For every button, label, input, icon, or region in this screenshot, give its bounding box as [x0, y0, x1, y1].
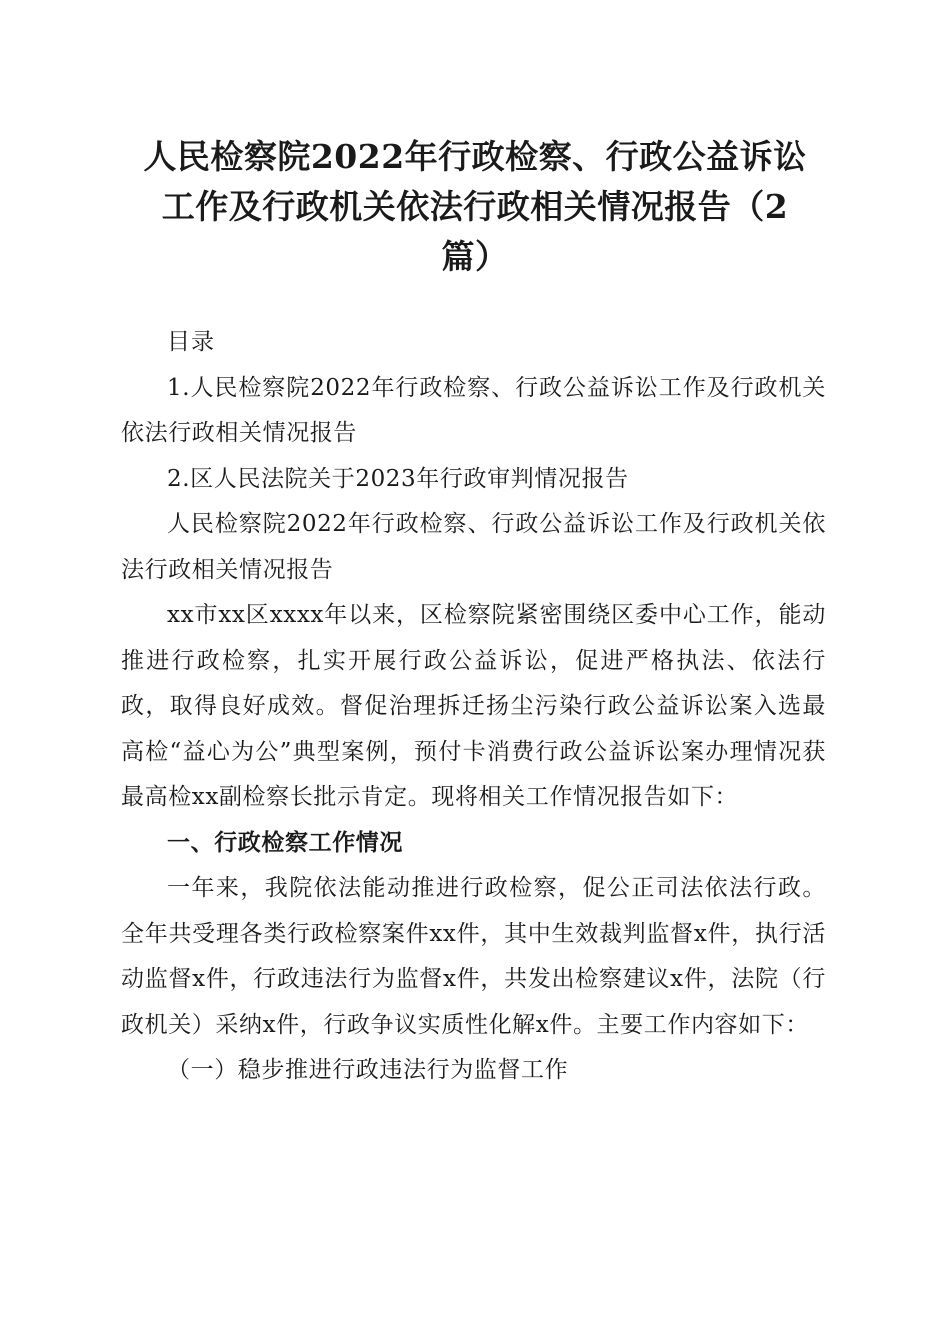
- toc-heading: 目录: [167, 329, 215, 355]
- title-line-3: 篇）: [441, 237, 509, 276]
- subsection-heading-1: （一）稳步推进行政违法行为监督工作: [167, 1057, 569, 1083]
- document-title: [100, 132, 850, 282]
- toc-item-2: 2.区人民法院关于2023年行政审判情况报告: [167, 465, 629, 492]
- section-heading-1: 一、行政检察工作情况: [167, 829, 403, 856]
- article-title: 人民检察院2022年行政检察、行政公益诉讼工作及行政机关依法行政相关情况报告: [121, 511, 826, 583]
- document-body: [121, 320, 826, 1094]
- title-line-1: 人民检察院2022年行政检察、行政公益诉讼: [143, 137, 807, 176]
- intro-paragraph: xx市xx区xxxx年以来，区检察院紧密围绕区委中心工作，能动推进行政检察，扎实开展行政公益诉讼，促进严格执法、依法行政，取得良好成效。督促治理拆迁扬尘污染行政公益诉讼案入选最高检“益心为公”典型案例，预付卡消费行政公益诉讼案办理情况获最高检xx副检察长批示肯定。现将相关工作情况报告如下：: [121, 602, 826, 810]
- toc-item-1: 1.人民检察院2022年行政检察、行政公益诉讼工作及行政机关依法行政相关情况报告: [121, 374, 826, 446]
- section-1-paragraph: 一年来，我院依法能动推进行政检察，促公正司法依法行政。全年共受理各类行政检察案件xx件，其中生效裁判监督x件，执行活动监督x件，行政违法行为监督x件，共发出检察建议x件，法院（行政机关）采纳x件，行政争议实质性化解x件。主要工作内容如下：: [121, 875, 826, 1038]
- title-line-2: 工作及行政机关依法行政相关情况报告（2: [161, 187, 789, 226]
